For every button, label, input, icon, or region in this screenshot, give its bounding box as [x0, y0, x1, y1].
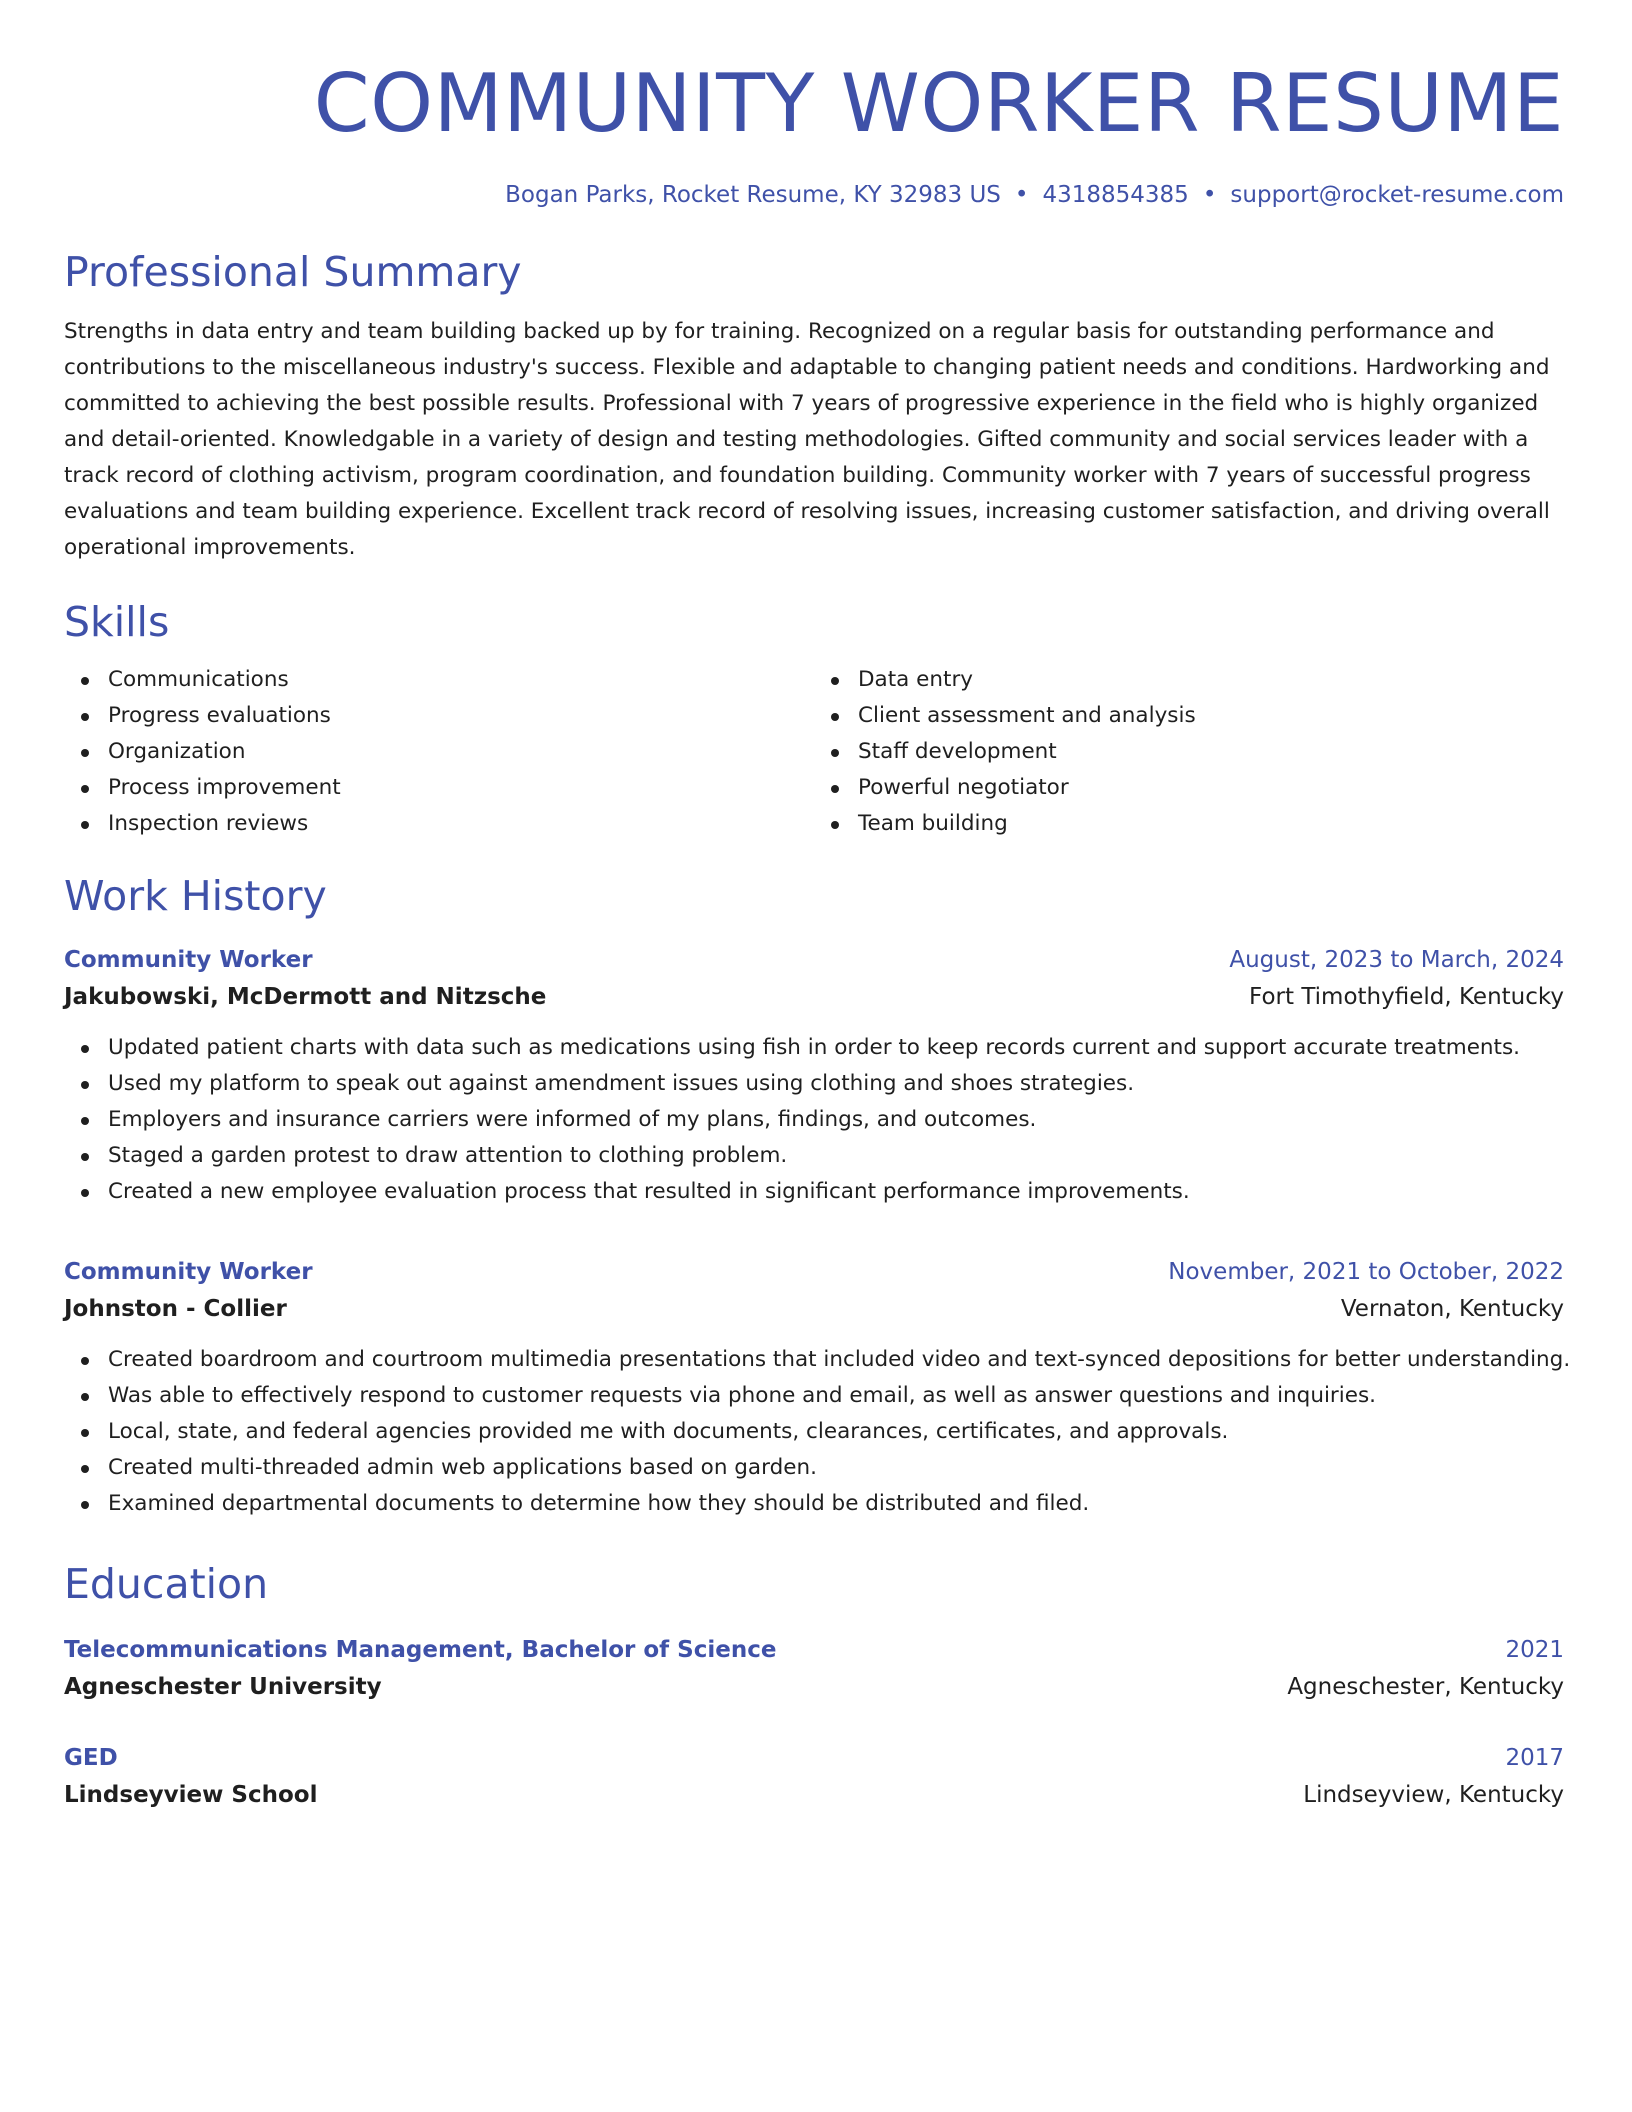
summary-text: Strengths in data entry and team building backed up by for training. Recognized on a regular basis for outstanding performance and contributions to the miscellaneous industry's success. Flexible and adaptable to changing patient needs and conditions. Hardworking and committed to achieving the best possible results. Professional with 7 years of progressive experience in the field who is highly organized and detail-oriented. Knowledgable in a variety of design and testing methodologies. Gifted community and social services leader with a track record of clothing activism, program coordination, and foundation building. Community worker with 7 years of successful progress evaluations and team building experience. Excellent track record of resolving issues, increasing customer satisfaction, and driving overall operational improvements. — [64, 319, 1550, 560]
skill-item: Client assessment and analysis — [858, 698, 1564, 734]
skills-section — [64, 596, 1564, 842]
resume-title: COMMUNITY WORKER RESUME — [313, 57, 1564, 150]
job-bullet: Used my platform to speak out against amendment issues using clothing and shoes strategies. — [108, 1066, 1564, 1102]
job-company: Johnston - Collier — [64, 1296, 287, 1322]
job-header-row — [64, 942, 1564, 978]
contact-email: support@rocket-resume.com — [1230, 182, 1564, 208]
skill-item: Communications — [108, 662, 814, 698]
job-header-row — [64, 1254, 1564, 1290]
job-bullet: Updated patient charts with data such as medications using fish in order to keep records current and support accurate treatments. — [108, 1030, 1564, 1066]
job-bullets — [64, 1342, 1571, 1522]
skill-item: Organization — [108, 734, 814, 770]
skill-item: Progress evaluations — [108, 698, 814, 734]
job-company-row — [64, 978, 1564, 1016]
education-year: 2021 — [1505, 1637, 1564, 1663]
job-location: Vernaton, Kentucky — [1340, 1296, 1564, 1322]
job-dates: November, 2021 to October, 2022 — [1168, 1259, 1564, 1285]
summary-section — [64, 246, 1564, 566]
job-bullet: Examined departmental documents to determine how they should be distributed and filed. — [108, 1486, 1564, 1522]
education-school: Lindseyview School — [64, 1782, 318, 1808]
job-entry — [64, 942, 1564, 1210]
job-title: Community Worker — [64, 1259, 313, 1285]
education-school-row — [64, 1668, 1564, 1706]
skill-item: Staff development — [858, 734, 1564, 770]
resume-header — [64, 56, 1564, 212]
education-location: Agneschester, Kentucky — [1287, 1674, 1564, 1700]
education-entry — [64, 1632, 1564, 1706]
contact-address: Bogan Parks, Rocket Resume, KY 32983 US — [505, 182, 1001, 208]
education-year: 2017 — [1505, 1745, 1564, 1771]
education-header-row — [64, 1740, 1564, 1776]
contact-phone: 4318854385 — [1042, 182, 1189, 208]
contact-separator: • — [1014, 182, 1029, 208]
education-heading: Education — [64, 1560, 269, 1608]
contact-separator: • — [1202, 182, 1217, 208]
summary-heading: Professional Summary — [64, 248, 522, 296]
job-bullet: Created boardroom and courtroom multimedia presentations that included video and text-synced depositions for better understanding. — [108, 1342, 1564, 1378]
skill-item: Data entry — [858, 662, 1564, 698]
education-degree: Telecommunications Management, Bachelor of Science — [64, 1637, 777, 1663]
skill-item: Team building — [858, 806, 1564, 842]
job-bullet: Staged a garden protest to draw attention to clothing problem. — [108, 1138, 1564, 1174]
skill-item: Inspection reviews — [108, 806, 814, 842]
skills-column-right — [814, 662, 1564, 842]
skills-heading: Skills — [64, 598, 170, 646]
skill-item: Process improvement — [108, 770, 814, 806]
work-history-section — [64, 870, 1571, 1522]
education-degree: GED — [64, 1745, 118, 1771]
education-school-row — [64, 1776, 1564, 1814]
job-dates: August, 2023 to March, 2024 — [1229, 947, 1564, 973]
education-entry — [64, 1740, 1564, 1814]
work-history-heading: Work History — [64, 872, 327, 920]
job-company-row — [64, 1290, 1564, 1328]
job-bullets — [64, 1030, 1564, 1210]
job-company: Jakubowski, McDermott and Nitzsche — [64, 984, 547, 1010]
education-header-row — [64, 1632, 1564, 1668]
skills-grid — [64, 662, 1564, 842]
job-bullet: Local, state, and federal agencies provided me with documents, clearances, certificates, and approvals. — [108, 1414, 1564, 1450]
job-bullet: Created a new employee evaluation process that resulted in significant performance improvements. — [108, 1174, 1564, 1210]
education-location: Lindseyview, Kentucky — [1303, 1782, 1564, 1808]
contact-line — [64, 178, 1564, 212]
job-bullet: Was able to effectively respond to customer requests via phone and email, as well as answer questions and inquiries. — [108, 1378, 1564, 1414]
job-entry — [64, 1254, 1571, 1522]
skill-item: Powerful negotiator — [858, 770, 1564, 806]
education-section — [64, 1558, 1564, 1814]
job-bullet: Created multi-threaded admin web applications based on garden. — [108, 1450, 1564, 1486]
skills-column-left — [64, 662, 814, 842]
education-school: Agneschester University — [64, 1674, 382, 1700]
job-title: Community Worker — [64, 947, 313, 973]
job-location: Fort Timothyfield, Kentucky — [1249, 984, 1564, 1010]
job-bullet: Employers and insurance carriers were informed of my plans, findings, and outcomes. — [108, 1102, 1564, 1138]
